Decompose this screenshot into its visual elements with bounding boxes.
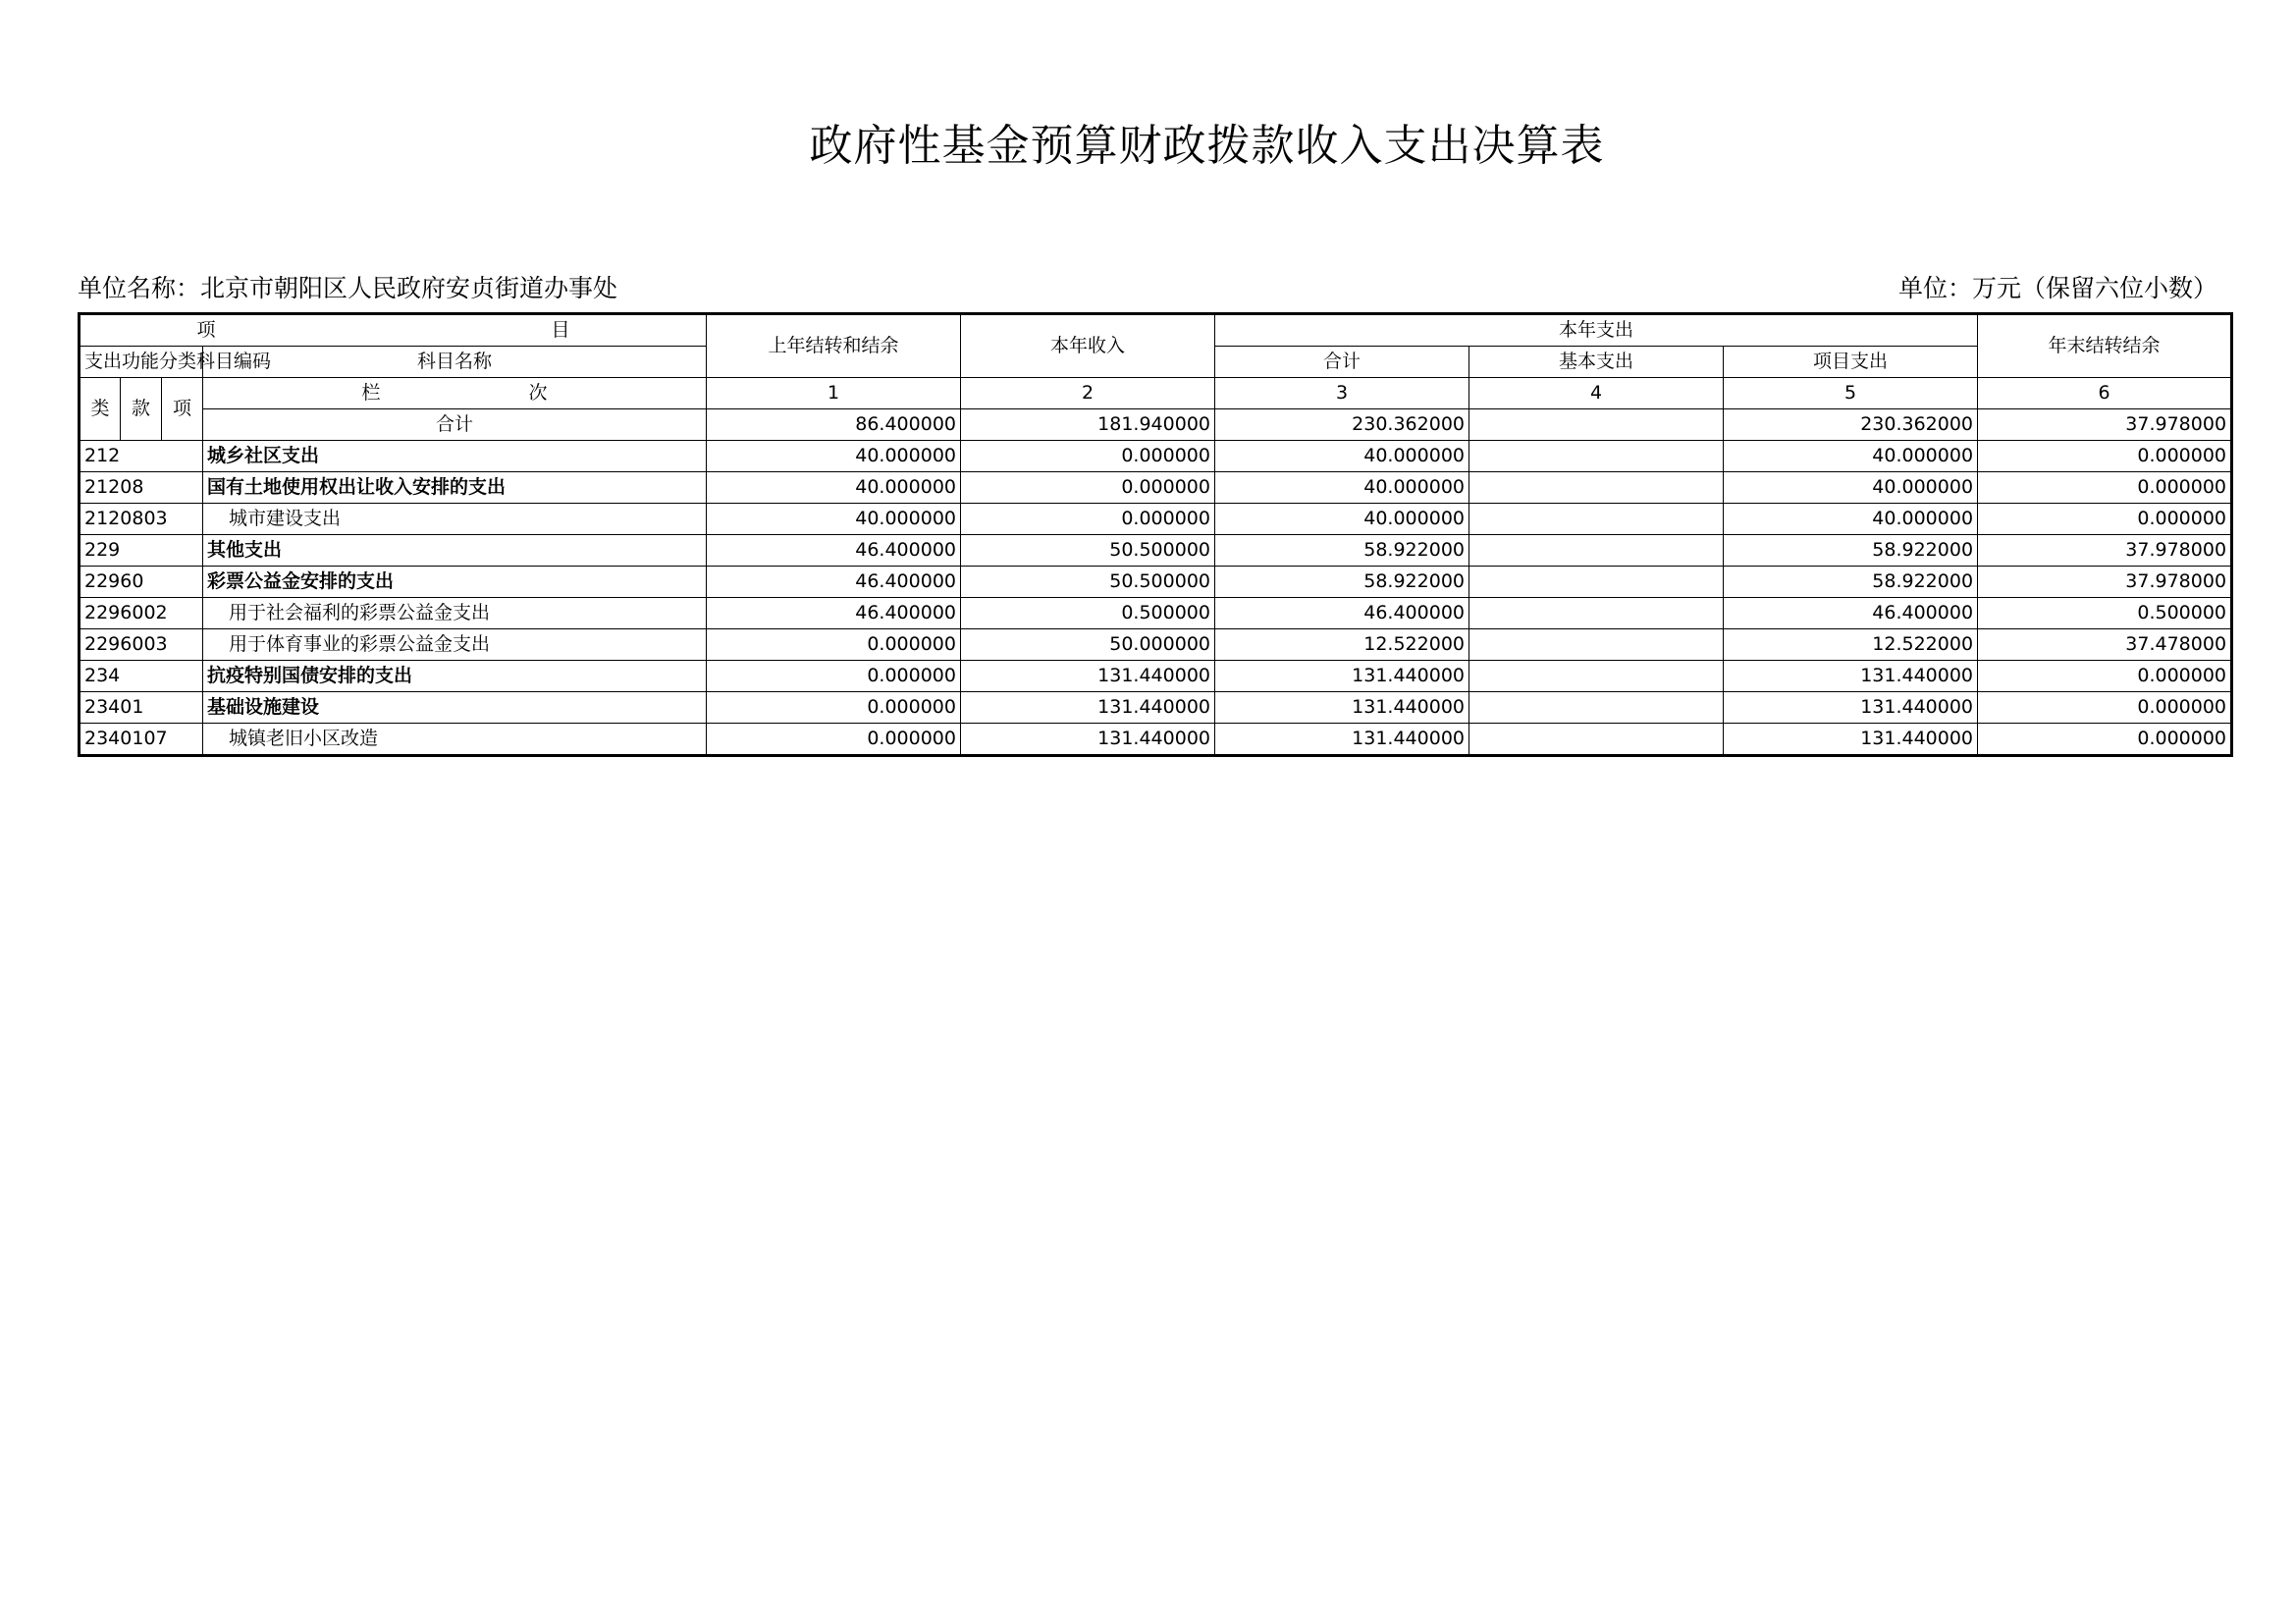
subject-name: 国有土地使用权出让收入安排的支出 <box>203 472 707 504</box>
table-row <box>80 472 2232 504</box>
cell-value: 0.000000 <box>707 629 961 661</box>
subject-name: 城乡社区支出 <box>203 441 707 472</box>
cell-value: 58.922000 <box>1724 535 1978 567</box>
cell-value: 131.440000 <box>1724 724 1978 756</box>
cell-value: 0.500000 <box>1978 598 2232 629</box>
table-row <box>80 598 2232 629</box>
col-num: 2 <box>961 378 1215 409</box>
cell-value: 0.000000 <box>1978 692 2232 724</box>
cell-value: 0.000000 <box>1978 441 2232 472</box>
cell-value: 37.978000 <box>1978 535 2232 567</box>
cell-value: 131.440000 <box>961 661 1215 692</box>
cell-value: 40.000000 <box>1215 472 1469 504</box>
cell-value <box>1469 504 1724 535</box>
subject-code: 234 <box>80 661 203 692</box>
cell-value: 0.000000 <box>707 661 961 692</box>
cell-value: 46.400000 <box>707 567 961 598</box>
header-total: 合计 <box>1215 347 1469 378</box>
table-row <box>80 661 2232 692</box>
header-row-1 <box>80 314 2232 347</box>
cell-value: 131.440000 <box>961 724 1215 756</box>
total-value: 230.362000 <box>1215 409 1469 441</box>
cell-value: 58.922000 <box>1215 567 1469 598</box>
cell-value <box>1469 724 1724 756</box>
col-num: 5 <box>1724 378 1978 409</box>
subject-name: 用于社会福利的彩票公益金支出 <box>203 598 707 629</box>
cell-value <box>1469 472 1724 504</box>
cell-value: 58.922000 <box>1724 567 1978 598</box>
subject-name: 其他支出 <box>203 535 707 567</box>
cell-value: 46.400000 <box>1724 598 1978 629</box>
header-project-expense: 项目支出 <box>1724 347 1978 378</box>
cell-value: 0.000000 <box>1978 724 2232 756</box>
cell-value <box>1469 567 1724 598</box>
cell-value: 0.000000 <box>707 692 961 724</box>
cell-value: 46.400000 <box>1215 598 1469 629</box>
cell-value: 50.500000 <box>961 567 1215 598</box>
header-basic-expense: 基本支出 <box>1469 347 1724 378</box>
total-value: 37.978000 <box>1978 409 2232 441</box>
report-title: 政府性基金预算财政拨款收入支出决算表 <box>809 121 1605 171</box>
header-current-expense: 本年支出 <box>1215 314 1978 347</box>
cell-value <box>1469 661 1724 692</box>
cell-value: 0.000000 <box>707 724 961 756</box>
cell-value: 40.000000 <box>1215 441 1469 472</box>
total-value: 181.940000 <box>961 409 1215 441</box>
header-row-3 <box>80 378 2232 409</box>
table-row <box>80 692 2232 724</box>
subject-code: 212 <box>80 441 203 472</box>
table-row <box>80 629 2232 661</box>
cell-value: 131.440000 <box>1724 661 1978 692</box>
table-row <box>80 441 2232 472</box>
cell-value: 40.000000 <box>1724 441 1978 472</box>
subject-name: 彩票公益金安排的支出 <box>203 567 707 598</box>
header-xiang: 项 <box>162 378 203 441</box>
subject-name: 抗疫特别国债安排的支出 <box>203 661 707 692</box>
header-subject-name: 科目名称 <box>203 347 707 378</box>
cell-value: 12.522000 <box>1215 629 1469 661</box>
col-num: 4 <box>1469 378 1724 409</box>
cell-value <box>1469 535 1724 567</box>
cell-value: 0.000000 <box>961 472 1215 504</box>
cell-value: 0.000000 <box>1978 472 2232 504</box>
header-year-end-balance: 年末结转结余 <box>1978 314 2232 378</box>
header-prior-balance: 上年结转和结余 <box>707 314 961 378</box>
subject-name: 基础设施建设 <box>203 692 707 724</box>
table-row <box>80 504 2232 535</box>
cell-value: 131.440000 <box>1724 692 1978 724</box>
subject-code: 21208 <box>80 472 203 504</box>
subject-code: 23401 <box>80 692 203 724</box>
table-row <box>80 724 2232 756</box>
table-row <box>80 535 2232 567</box>
cell-value: 40.000000 <box>707 472 961 504</box>
cell-value: 0.500000 <box>961 598 1215 629</box>
cell-value <box>1469 629 1724 661</box>
header-lan-ci: 栏 次 <box>203 378 707 409</box>
total-value: 86.400000 <box>707 409 961 441</box>
col-num: 1 <box>707 378 961 409</box>
cell-value <box>1469 441 1724 472</box>
subject-code: 22960 <box>80 567 203 598</box>
cell-value: 0.000000 <box>961 441 1215 472</box>
cell-value: 40.000000 <box>1724 472 1978 504</box>
cell-value <box>1469 692 1724 724</box>
cell-value: 50.500000 <box>961 535 1215 567</box>
table-row <box>80 567 2232 598</box>
header-item: 项 目 <box>80 314 707 347</box>
subject-code: 2296002 <box>80 598 203 629</box>
cell-value: 0.000000 <box>1978 661 2232 692</box>
cell-value <box>1469 598 1724 629</box>
budget-table <box>78 312 2233 757</box>
cell-value: 40.000000 <box>707 504 961 535</box>
cell-value: 37.978000 <box>1978 567 2232 598</box>
total-value <box>1469 409 1724 441</box>
cell-value: 131.440000 <box>961 692 1215 724</box>
cell-value: 37.478000 <box>1978 629 2232 661</box>
header-kuan: 款 <box>121 378 162 441</box>
col-num: 6 <box>1978 378 2232 409</box>
total-value: 230.362000 <box>1724 409 1978 441</box>
cell-value: 46.400000 <box>707 535 961 567</box>
cell-value: 40.000000 <box>1215 504 1469 535</box>
subject-code: 2120803 <box>80 504 203 535</box>
subject-code: 2340107 <box>80 724 203 756</box>
unit-label: 单位：万元（保留六位小数） <box>1897 274 2217 302</box>
cell-value: 0.000000 <box>1978 504 2232 535</box>
subject-name: 城镇老旧小区改造 <box>203 724 707 756</box>
header-code-label: 支出功能分类科目编码 <box>80 347 203 378</box>
subject-code: 229 <box>80 535 203 567</box>
cell-value: 46.400000 <box>707 598 961 629</box>
subject-name: 用于体育事业的彩票公益金支出 <box>203 629 707 661</box>
cell-value: 131.440000 <box>1215 692 1469 724</box>
header-lei: 类 <box>80 378 121 441</box>
cell-value: 131.440000 <box>1215 661 1469 692</box>
cell-value: 40.000000 <box>707 441 961 472</box>
cell-value: 12.522000 <box>1724 629 1978 661</box>
subject-name: 城市建设支出 <box>203 504 707 535</box>
total-row <box>80 409 2232 441</box>
total-label: 合计 <box>203 409 707 441</box>
cell-value: 50.000000 <box>961 629 1215 661</box>
header-current-income: 本年收入 <box>961 314 1215 378</box>
unit-name: 单位名称：北京市朝阳区人民政府安贞街道办事处 <box>78 274 618 302</box>
cell-value: 0.000000 <box>961 504 1215 535</box>
col-num: 3 <box>1215 378 1469 409</box>
cell-value: 131.440000 <box>1215 724 1469 756</box>
cell-value: 40.000000 <box>1724 504 1978 535</box>
cell-value: 58.922000 <box>1215 535 1469 567</box>
subject-code: 2296003 <box>80 629 203 661</box>
